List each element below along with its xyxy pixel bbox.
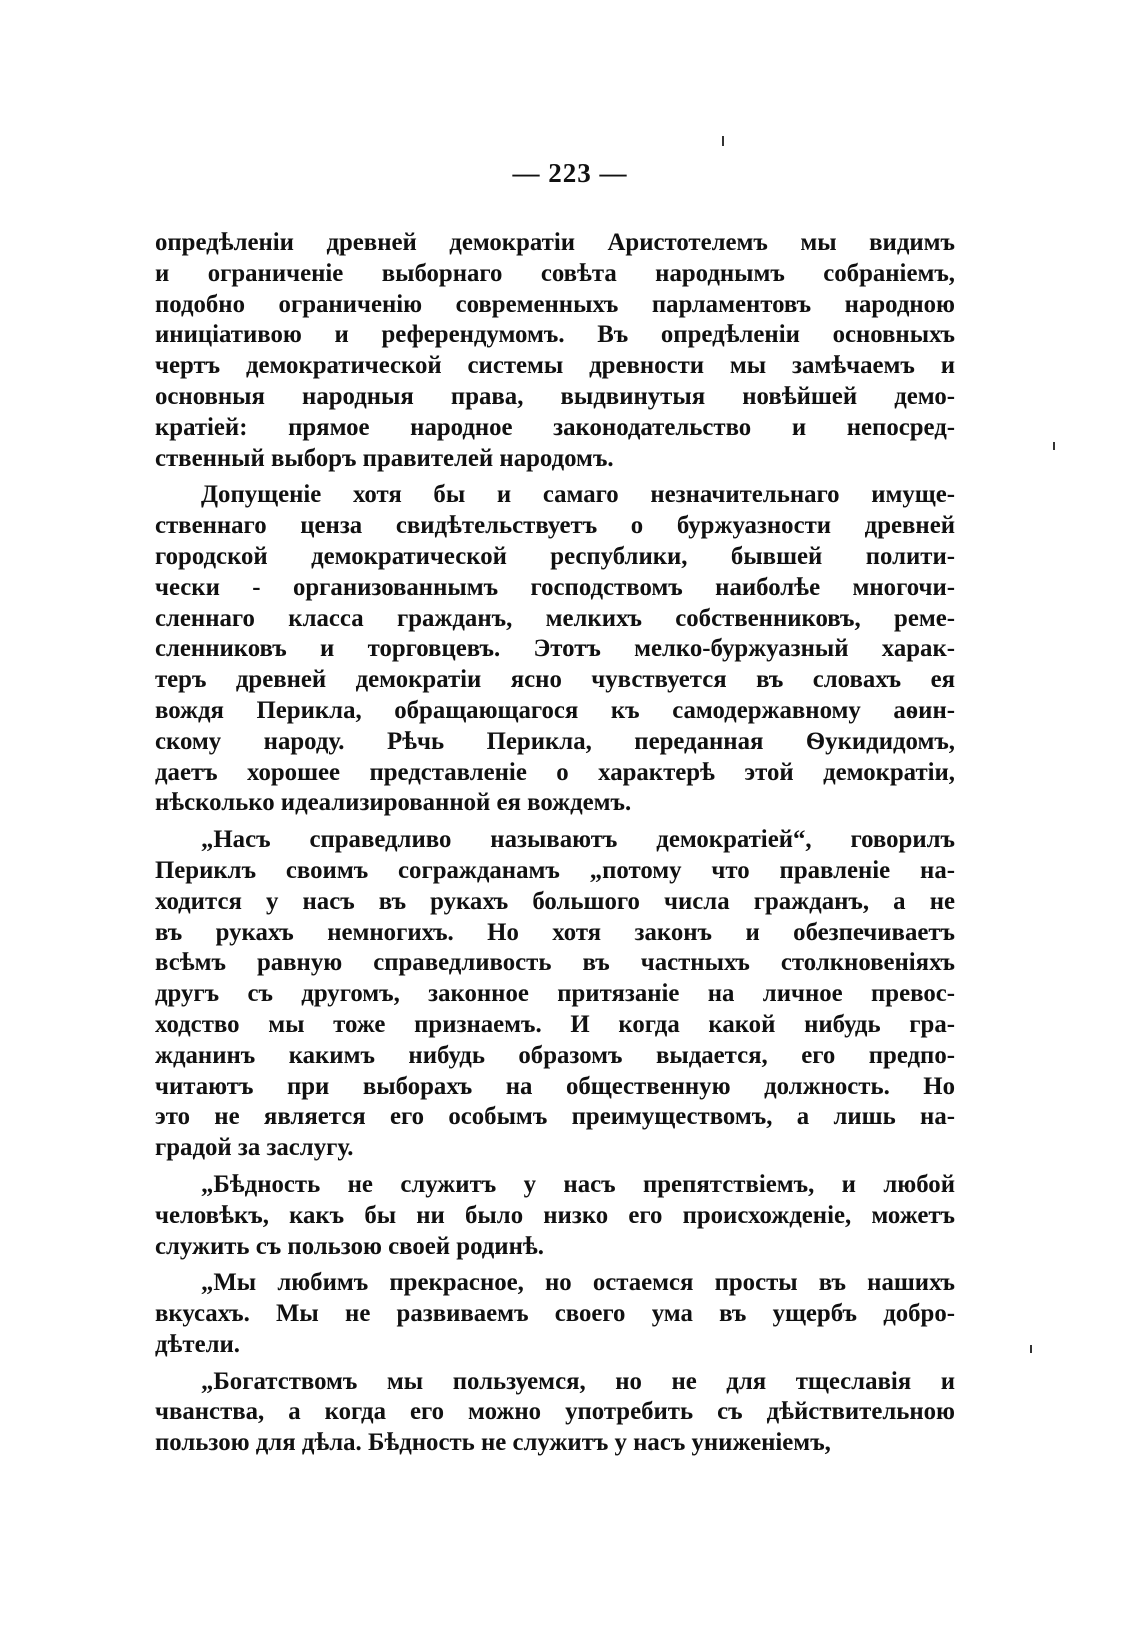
text-line: подобно ограниченію современныхъ парламентовъ народною — [155, 290, 955, 318]
paragraph-2 — [155, 480, 955, 819]
text-line: иниціативою и референдумомъ. Въ опредѣленіи основныхъ — [155, 321, 955, 349]
text-line: чески - организованнымъ господствомъ наиболѣе многочи- — [155, 573, 955, 601]
text-line: „Богатствомъ мы пользуемся, но не для тщеславія и — [201, 1367, 955, 1395]
text-line: вкусахъ. Мы не развиваемъ своего ума въ ущербъ добро- — [155, 1300, 955, 1328]
paragraph-3 — [155, 825, 955, 1164]
text-line: вождя Перикла, обращающагося къ самодержавному аѳин- — [155, 696, 955, 724]
text-line: сленнаго класса гражданъ, мелкихъ собственниковъ, реме- — [155, 604, 955, 632]
text-line: жданинъ какимъ нибудь образомъ выдается, его предпо- — [155, 1041, 955, 1069]
paragraph-4 — [155, 1170, 955, 1262]
body-text — [155, 228, 955, 1465]
text-line: читаютъ при выборахъ на общественную должность. Но — [155, 1072, 955, 1100]
text-line: основныя народныя права, выдвинутыя новѣйшей демо- — [155, 382, 955, 410]
text-line: нѣсколько идеализированной ея вождемъ. — [155, 789, 632, 817]
text-line: это не является его особымъ преимуществомъ, а лишь на- — [155, 1103, 955, 1131]
text-line: опредѣленіи древней демократіи Аристотелемъ мы видимъ — [155, 229, 955, 256]
scan-mark-bottom — [1030, 1345, 1032, 1353]
text-line: служить съ пользою своей родинѣ. — [155, 1232, 544, 1260]
text-line: ственный выборъ правителей народомъ. — [155, 444, 614, 472]
text-line: „Бѣдность не служитъ у насъ препятствіемъ, и любой — [201, 1170, 955, 1198]
text-line: градой за заслугу. — [155, 1134, 354, 1162]
text-line: ственнаго ценза свидѣтельствуетъ о буржуазности древней — [155, 512, 955, 540]
text-line: въ рукахъ немногихъ. Но хотя законъ и обезпечиваетъ — [155, 918, 955, 946]
text-line: теръ древней демократіи ясно чувствуется въ словахъ ея — [155, 666, 955, 694]
paragraph-6 — [155, 1367, 955, 1459]
text-line: пользою для дѣла. Бѣдность не служитъ у насъ униженіемъ, — [155, 1429, 831, 1457]
text-line: „Мы любимъ прекрасное, но остаемся просты въ нашихъ — [201, 1269, 955, 1297]
text-line: „Насъ справедливо называютъ демократіей“, говорилъ — [201, 826, 955, 854]
text-line: и ограниченіе выборнаго совѣта народнымъ собраніемъ, — [155, 259, 955, 287]
scan-mark-top — [722, 136, 724, 146]
text-line: ходство мы тоже признаемъ. И когда какой нибудь гра- — [155, 1010, 955, 1038]
text-line: даетъ хорошее представленіе о характерѣ этой демократіи, — [155, 758, 955, 786]
text-line: Допущеніе хотя бы и самаго незначительнаго имуще- — [201, 481, 955, 509]
text-line: сленниковъ и торговцевъ. Этотъ мелко-буржуазный харак- — [155, 635, 955, 663]
text-line: чертъ демократической системы древности мы замѣчаемъ и — [155, 352, 955, 380]
text-line: городской демократической республики, бывшей полити- — [155, 542, 955, 570]
page-number: — 223 — — [512, 158, 628, 188]
text-line: ходится у насъ въ рукахъ большого числа гражданъ, а не — [155, 887, 955, 915]
text-line: чванства, а когда его можно употребить съ дѣйствительною — [155, 1398, 955, 1426]
text-line: другъ съ другомъ, законное притязаніе на личное превос- — [155, 980, 955, 1008]
text-line: дѣтели. — [155, 1330, 241, 1358]
text-line: кратіей: прямое народное законодательство и непосред- — [155, 413, 955, 441]
text-line: Периклъ своимъ согражданамъ „потому что правленіе на- — [155, 856, 955, 884]
scan-mark-side — [1053, 442, 1055, 450]
paragraph-5 — [155, 1268, 955, 1360]
text-line: всѣмъ равную справедливость въ частныхъ столкновеніяхъ — [155, 949, 955, 977]
text-line: человѣкъ, какъ бы ни было низко его происхожденіе, можетъ — [155, 1201, 955, 1229]
paragraph-1 — [155, 228, 955, 474]
text-line: скому народу. Рѣчь Перикла, переданная Ѳукидидомъ, — [155, 727, 955, 755]
